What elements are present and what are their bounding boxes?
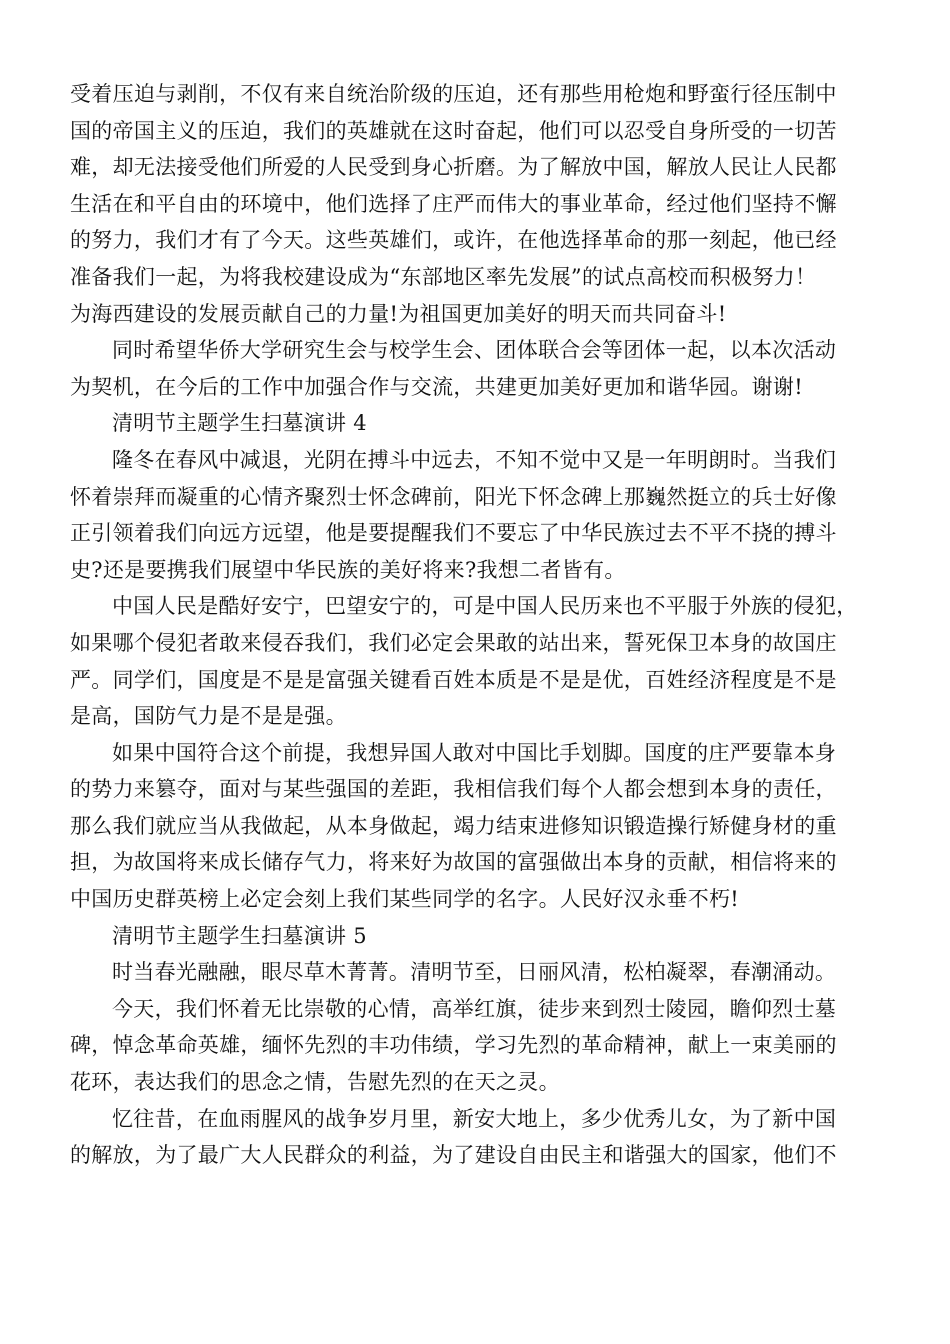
paragraph — [70, 332, 886, 405]
section-heading — [70, 405, 886, 442]
paragraph — [70, 1101, 886, 1174]
paragraph — [70, 588, 886, 734]
text-line: 中国人民是酷好安宁，巴望安宁的，可是中国人民历来也不平服于外族的侵犯， — [112, 594, 858, 619]
text-line: 史?还是要携我们展望中华民族的美好将来?我想二者皆有。 — [70, 557, 626, 582]
text-line: 隆冬在春风中减退，光阴在搏斗中远去，不知不觉中又是一年明朗时。当我们 — [112, 447, 837, 472]
paragraph — [70, 954, 886, 991]
text-line: 的解放，为了最广大人民群众的利益，为了建设自由民主和谐强大的国家，他们不 — [70, 1143, 837, 1168]
text-line: 时当春光融融，眼尽草木菁菁。清明节至，日丽风清，松柏凝翠，春潮涌动。 — [112, 960, 837, 985]
section-heading — [70, 918, 886, 955]
text-line: 碑，悼念革命英雄，缅怀先烈的丰功伟绩，学习先烈的革命精神，献上一束美丽的 — [70, 1033, 837, 1058]
text-line: 中国历史群英榜上必定会刻上我们某些同学的名字。人民好汉永垂不朽! — [70, 887, 740, 912]
text-line: 怀着崇拜而凝重的心情齐聚烈士怀念碑前，阳光下怀念碑上那巍然挺立的兵士好像 — [70, 484, 837, 509]
text-line: 严。同学们，国度是不是是富强关键看百姓本质是不是是优，百姓经济程度是不是 — [70, 667, 837, 692]
text-line: 如果哪个侵犯者敢来侵吞我们，我们必定会果敢的站出来，誓死保卫本身的故国庄 — [70, 630, 837, 655]
document-body — [70, 76, 886, 1174]
text-line: 担，为故国将来成长储存气力，将来好为故国的富强做出本身的贡献，相信将来的 — [70, 850, 837, 875]
text-line: 准备我们一起，为将我校建设成为“东部地区率先发展”的试点高校而积极努力！ — [70, 264, 817, 289]
text-line: 的势力来篡夺，面对与某些强国的差距，我相信我们每个人都会想到本身的责任， — [70, 777, 837, 802]
text-line: 国的帝国主义的压迫，我们的英雄就在这时奋起，他们可以忍受自身所受的一切苦 — [70, 118, 837, 143]
paragraph — [70, 735, 886, 918]
text-line: 那么我们就应当从我做起，从本身做起，竭力结束进修知识锻造操行矫健身材的重 — [70, 813, 837, 838]
text-line: 今天，我们怀着无比崇敬的心情，高举红旗，徒步来到烈士陵园，瞻仰烈士墓 — [112, 996, 837, 1021]
text-line: 为海西建设的发展贡献自己的力量!为祖国更加美好的明天而共同奋斗! — [70, 301, 727, 326]
paragraph — [70, 442, 886, 588]
text-line: 难，却无法接受他们所爱的人民受到身心折磨。为了解放中国，解放人民让人民都 — [70, 155, 837, 180]
paragraph — [70, 76, 886, 332]
text-line: 如果中国符合这个前提，我想异国人敢对中国比手划脚。国度的庄严要靠本身 — [112, 740, 837, 765]
text-line: 正引领着我们向远方远望，他是要提醒我们不要忘了中华民族过去不平不挠的搏斗 — [70, 521, 837, 546]
text-line: 是高，国防气力是不是是强。 — [70, 704, 347, 729]
text-line: 的努力，我们才有了今天。这些英雄们，或许，在他选择革命的那一刻起，他已经 — [70, 228, 837, 253]
text-line: 为契机，在今后的工作中加强合作与交流，共建更加美好更加和谐华园。谢谢! — [70, 374, 803, 399]
text-line: 同时希望华侨大学研究生会与校学生会、团体联合会等团体一起，以本次活动 — [112, 338, 837, 363]
paragraph — [70, 991, 886, 1101]
heading-text: 清明节主题学生扫墓演讲 5 — [112, 923, 367, 948]
heading-text: 清明节主题学生扫墓演讲 4 — [112, 411, 367, 436]
text-line: 花环，表达我们的思念之情，告慰先烈的在天之灵。 — [70, 1070, 560, 1095]
text-line: 受着压迫与剥削，不仅有来自统治阶级的压迫，还有那些用枪炮和野蛮行径压制中 — [70, 82, 837, 106]
text-line: 忆往昔，在血雨腥风的战争岁月里，新安大地上，多少优秀儿女，为了新中国 — [112, 1106, 837, 1131]
text-line: 生活在和平自由的环境中，他们选择了庄严而伟大的事业革命，经过他们坚持不懈 — [70, 191, 837, 216]
